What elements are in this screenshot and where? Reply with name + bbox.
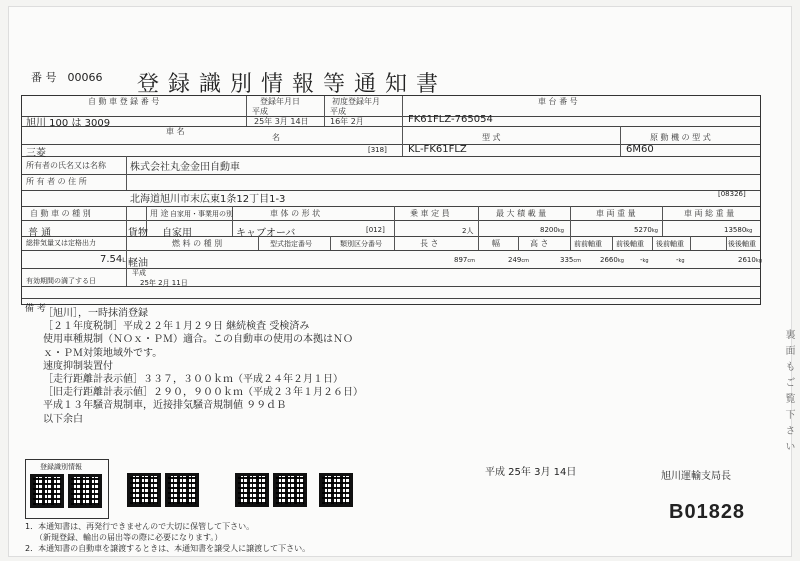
model-label: 型 式 <box>482 133 501 142</box>
vehicle-kind-label: 自 動 車 の 種 別 <box>30 209 91 218</box>
fr-axle-label: 前後軸重 <box>616 240 644 248</box>
reg-era: 平成 <box>252 107 268 116</box>
document-title: 登録識別情報等通知書 <box>137 72 448 97</box>
reg-number: 旭川 100 は 3009 <box>26 118 111 129</box>
max-load-value: 8200kg <box>540 226 564 234</box>
remark-line: ［旭川］，一時抹消登録 <box>43 308 148 319</box>
owner-address: 北海道旭川市末広東1条12丁目1-3 <box>130 194 286 205</box>
remark-line: ［２１年度税制］平成２２年１月２９日 継続検査 受検済み <box>43 321 310 333</box>
note-line: 2．本通知書の自動車を譲渡するときは、本通知書を譲受人に譲渡して下さい。 <box>25 544 311 553</box>
first-reg-date: 16年 2月 <box>330 117 364 126</box>
use-value: 貨物 <box>128 228 148 239</box>
fr-axle-value: -kg <box>640 256 649 264</box>
length-label: 長 さ <box>420 239 439 248</box>
rf-axle-value: -kg <box>676 256 685 264</box>
capacity-value: 2人 <box>462 227 474 235</box>
note-line: 1．本通知書は、再発行できませんので大切に保管して下さい。 <box>25 522 255 531</box>
document-sheet <box>8 6 792 557</box>
note-line: （新規登録、輸出の届出等の際に必要になります。） <box>35 533 223 542</box>
remark-line: ［走行距離計表示値］３３７，３００ｋｍ（平成２４年２月１日） <box>43 374 343 386</box>
reg-date: 25年 3月 14日 <box>254 117 309 126</box>
weight-label: 車 両 重 量 <box>596 209 636 218</box>
first-reg-era: 平成 <box>330 107 346 116</box>
rf-axle-label: 後前軸重 <box>656 240 684 248</box>
remark-line: 平成１３年騒音規制車，近接排気騒音規制値 ９９ｄＢ <box>43 400 287 412</box>
weight-value: 5270kg <box>634 226 658 234</box>
vehicle-info-table <box>21 95 761 305</box>
rr-axle-value: 2610kg <box>738 256 762 264</box>
qr-code <box>30 474 64 508</box>
qr-code <box>127 473 161 507</box>
maker-name: 三菱 <box>26 148 46 159</box>
fuel-type: 軽油 <box>128 258 148 269</box>
maker-sub-label: 名 <box>272 133 280 142</box>
remarks-block <box>43 307 363 426</box>
first-reg-label: 初度登録年月 <box>332 97 380 106</box>
expiry-date: 25年 2月 11日 <box>140 279 188 287</box>
remark-line: ［旧走行距離計表示値］２９０，９００ｋｍ（平成２３年１月２６日） <box>43 387 363 399</box>
body-label: 車 体 の 形 状 <box>270 209 321 218</box>
maker-code: [318] <box>368 146 387 154</box>
chassis-label: 車 台 番 号 <box>538 97 578 106</box>
type-no-label: 型式指定番号 <box>270 240 312 248</box>
model-code: KL-FK61FLZ <box>408 144 467 155</box>
body-code: [012] <box>366 226 385 234</box>
document-code: B01828 <box>669 501 746 523</box>
qr-code <box>273 473 307 507</box>
registration-info-label: 登録識別情報 <box>40 463 82 471</box>
category-no-label: 類別区分番号 <box>340 240 382 248</box>
width-label: 幅 <box>492 239 500 248</box>
owner-name: 株式会社丸金金田自動車 <box>130 162 240 173</box>
gross-weight-label: 車 両 総 重 量 <box>684 209 735 218</box>
qr-code <box>68 474 102 508</box>
see-reverse-note: 裏面もご覧下さい <box>783 329 794 457</box>
width-value: 249cm <box>508 256 529 264</box>
reg-date-label: 登録年月日 <box>260 97 300 106</box>
max-load-label: 最 大 積 載 量 <box>496 209 547 218</box>
owner-address-label: 所 有 者 の 住 所 <box>26 177 87 186</box>
vehicle-kind: 普 通 <box>28 228 52 239</box>
owner-name-label: 所有者の氏名又は名称 <box>26 161 106 170</box>
engine-label: 原 動 機 の 型 式 <box>650 133 711 142</box>
notes-block <box>25 521 310 554</box>
height-label: 高 さ <box>530 239 549 248</box>
rr-axle-label: 後後軸重 <box>728 240 756 248</box>
maker-label: 車 名 <box>166 127 185 136</box>
body-shape: キャブオーバ <box>236 228 296 239</box>
height-value: 335cm <box>560 256 581 264</box>
use-sub-label: 自家用・事業用の別 <box>170 210 233 218</box>
remarks-label: 備 考 <box>25 304 46 314</box>
ff-axle-label: 前前軸重 <box>574 240 602 248</box>
gross-weight-value: 13580kg <box>724 226 753 234</box>
displacement-value: 7.54L <box>100 254 126 265</box>
document-number: 番 号 00066 <box>31 71 103 84</box>
remark-line: 使用車種規制（ＮＯｘ・ＰＭ）適合。この自動車の使用の本拠はＮＯ <box>43 334 353 346</box>
expiry-label: 有効期間の満了する日 <box>26 277 96 285</box>
registration-info-box <box>25 459 109 519</box>
ff-axle-value: 2660kg <box>600 256 624 264</box>
qr-code <box>235 473 269 507</box>
use-sub-value: 自家用 <box>162 228 192 239</box>
capacity-label: 乗 車 定 員 <box>410 209 450 218</box>
address-code: [08326] <box>718 190 746 198</box>
qr-code <box>319 473 353 507</box>
issuing-office: 旭川運輸支局長 <box>661 471 731 482</box>
use-label: 用 途 <box>150 209 169 218</box>
reg-no-label: 自 動 車 登 録 番 号 <box>88 97 160 106</box>
qr-code <box>165 473 199 507</box>
chassis-number: FK61FLZ-765054 <box>408 114 493 125</box>
engine-model: 6M60 <box>626 144 654 155</box>
length-value: 897cm <box>454 256 475 264</box>
issue-date: 平成 25年 3月 14日 <box>485 467 577 478</box>
remark-line: ｘ・ＰＭ対策地域外です。 <box>43 347 163 359</box>
displacement-label: 総排気量又は定格出力 <box>26 239 96 247</box>
fuel-label: 燃 料 の 種 別 <box>172 239 223 248</box>
remark-line: 以下余白 <box>43 413 83 425</box>
remark-line: 速度抑制装置付 <box>43 360 113 372</box>
expiry-era: 平成 <box>132 269 146 277</box>
